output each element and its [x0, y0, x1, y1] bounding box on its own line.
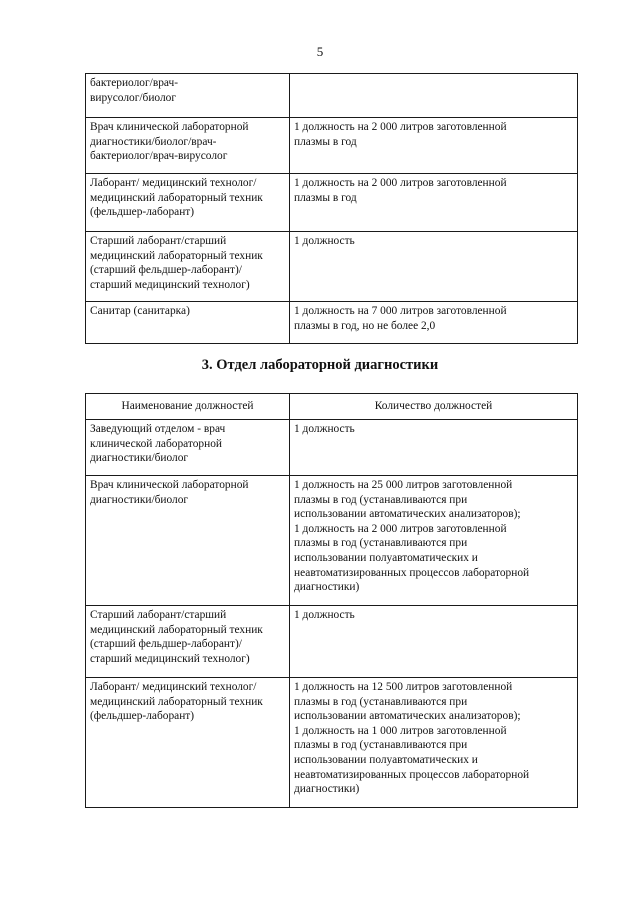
position-cell	[86, 118, 290, 174]
table-row	[86, 74, 578, 118]
position-text: Старший лаборант/старший	[90, 609, 227, 621]
quantity-text: 1 должность на 2 000 литров заготовленной	[294, 121, 507, 133]
quantity-cell	[290, 74, 578, 118]
quantity-cell	[290, 420, 578, 476]
position-text: клинической лабораторной	[90, 437, 223, 450]
position-text: (старший фельдшер-лаборант)/	[90, 264, 242, 277]
quantity-cell	[290, 302, 578, 344]
position-cell	[86, 476, 290, 606]
position-text: вирусолог/биолог	[90, 91, 177, 104]
quantity-text: 1 должность на 7 000 литров заготовленной	[294, 305, 507, 317]
position-text: медицинский лабораторный техник	[90, 191, 263, 204]
quantity-text: неавтоматизированных процессов лабораторной	[294, 768, 530, 781]
quantity-text: использовании автоматических анализаторов);	[294, 508, 521, 521]
position-text: Лаборант/ медицинский технолог/	[90, 681, 257, 693]
position-text: бактериолог/врач-	[90, 77, 179, 89]
position-cell	[86, 232, 290, 302]
position-text: диагностики/биолог	[90, 452, 189, 465]
quantity-text: диагностики)	[294, 783, 360, 796]
table-row	[86, 174, 578, 232]
position-text: Врач клинической лабораторной	[90, 479, 249, 491]
quantity-cell	[290, 678, 578, 808]
position-text: Врач клинической лабораторной	[90, 121, 249, 133]
quantity-text: 1 должность	[294, 609, 355, 621]
quantity-text: плазмы в год, но не более 2,0	[294, 319, 436, 332]
quantity-text: 1 должность	[294, 235, 355, 247]
quantity-text: плазмы в год (устанавливаются при	[294, 537, 468, 550]
quantity-cell	[290, 174, 578, 232]
quantity-text: плазмы в год (устанавливаются при	[294, 695, 468, 708]
position-text: бактериолог/врач-вирусолог	[90, 150, 228, 163]
position-cell	[86, 174, 290, 232]
quantity-text: плазмы в год (устанавливаются при	[294, 493, 468, 506]
quantity-text: использовании полуавтоматических и	[294, 753, 478, 766]
position-text: Санитар (санитарка)	[90, 305, 190, 317]
position-text: диагностики/биолог	[90, 493, 189, 506]
table-row	[86, 606, 578, 678]
position-cell	[86, 420, 290, 476]
quantity-text: неавтоматизированных процессов лабораторной	[294, 566, 530, 579]
position-text: медицинский лабораторный техник	[90, 623, 263, 636]
quantity-text: плазмы в год (устанавливаются при	[294, 739, 468, 752]
position-text: медицинский лабораторный техник	[90, 249, 263, 262]
position-text: (старший фельдшер-лаборант)/	[90, 638, 242, 651]
table-row	[86, 118, 578, 174]
quantity-text: использовании автоматических анализаторов);	[294, 710, 521, 723]
quantity-text: диагностики)	[294, 581, 360, 594]
quantity-text: 1 должность	[294, 423, 355, 435]
quantity-text: 1 должность на 25 000 литров заготовленной	[294, 479, 513, 491]
table-row	[86, 232, 578, 302]
position-text: Заведующий отделом - врач	[90, 423, 226, 435]
lab-diagnostics-staffing-table	[85, 393, 578, 808]
position-text: Старший лаборант/старший	[90, 235, 227, 247]
position-cell	[86, 302, 290, 344]
quantity-text: 1 должность на 1 000 литров заготовленной	[294, 724, 507, 737]
quantity-cell	[290, 118, 578, 174]
column-header-position: Наименование должностей	[86, 394, 290, 420]
position-text: диагностики/биолог/врач-	[90, 135, 217, 148]
position-text: (фельдшер-лаборант)	[90, 710, 195, 723]
table-row	[86, 476, 578, 606]
quantity-text: 1 должность на 2 000 литров заготовленной	[294, 177, 507, 189]
position-cell	[86, 74, 290, 118]
position-cell	[86, 678, 290, 808]
quantity-text: плазмы в год	[294, 135, 357, 148]
position-text: медицинский лабораторный техник	[90, 695, 263, 708]
position-cell	[86, 606, 290, 678]
quantity-text: использовании полуавтоматических и	[294, 551, 478, 564]
position-text: (фельдшер-лаборант)	[90, 206, 195, 219]
quantity-cell	[290, 232, 578, 302]
position-text: старший медицинский технолог)	[90, 652, 250, 665]
table-row	[86, 678, 578, 808]
staffing-table-continued	[85, 73, 578, 344]
position-text: Лаборант/ медицинский технолог/	[90, 177, 257, 189]
page-number: 5	[316, 44, 324, 59]
table-header-row	[86, 394, 578, 420]
section-title: 3. Отдел лабораторной диагностики	[201, 357, 439, 373]
quantity-text: 1 должность на 12 500 литров заготовленной	[294, 681, 513, 693]
table-row	[86, 420, 578, 476]
position-text: старший медицинский технолог)	[90, 278, 250, 291]
table-row	[86, 302, 578, 344]
quantity-text: 1 должность на 2 000 литров заготовленной	[294, 522, 507, 535]
quantity-text: плазмы в год	[294, 191, 357, 204]
column-header-quantity: Количество должностей	[290, 394, 578, 420]
quantity-cell	[290, 476, 578, 606]
quantity-cell	[290, 606, 578, 678]
